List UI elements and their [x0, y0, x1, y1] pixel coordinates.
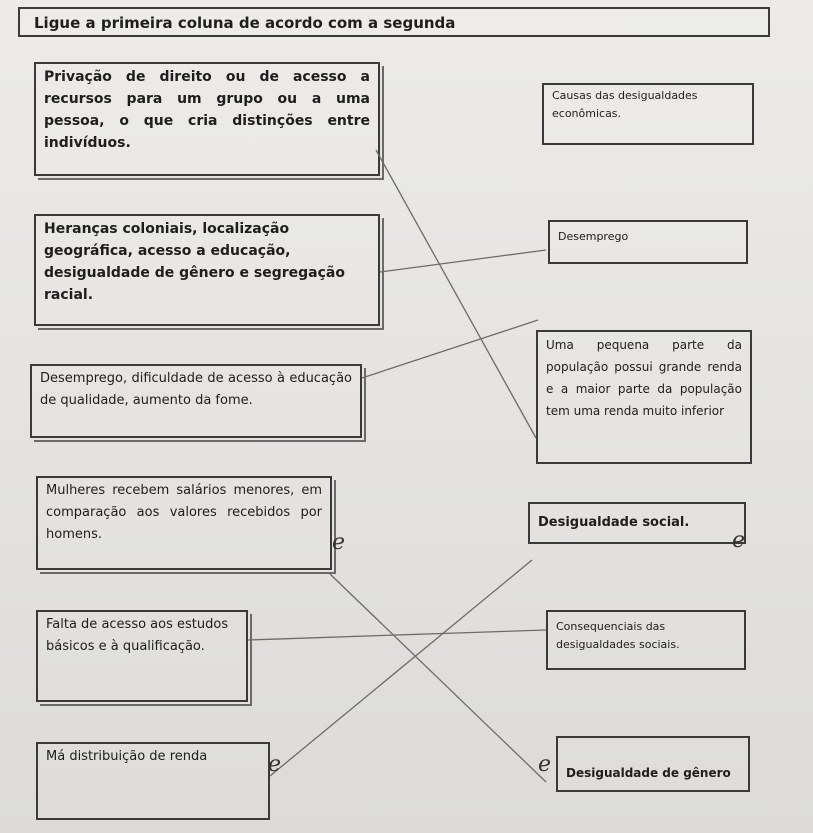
left-item-1: Privação de direito ou de acesso a recursos para um grupo ou a uma pessoa, o que cria distinções entre indivíduos. — [34, 62, 380, 176]
handwritten-mark: e — [332, 530, 346, 555]
connector-line-4 — [330, 574, 546, 782]
right-item-1: Causas das desigualdades econômicas. — [542, 83, 754, 145]
handwritten-mark: e — [732, 528, 746, 553]
instruction-title: Ligue a primeira coluna de acordo com a segunda — [18, 7, 770, 37]
left-item-6: Má distribuição de renda — [36, 742, 270, 820]
connector-line-5 — [248, 630, 546, 640]
left-item-5: Falta de acesso aos estudos básicos e à qualificação. — [36, 610, 248, 702]
right-item-4: Desigualdade social. — [528, 502, 746, 544]
right-item-3: Uma pequena parte da população possui grande renda e a maior parte da população tem uma renda muito inferior — [536, 330, 752, 464]
connector-line-6 — [270, 560, 532, 776]
connector-line-1 — [376, 150, 536, 438]
right-item-6: Desigualdade de gênero — [556, 736, 750, 792]
right-item-2: Desemprego — [548, 220, 748, 264]
connector-line-3 — [362, 320, 538, 378]
handwritten-mark: e — [268, 752, 282, 777]
handwritten-mark: e — [538, 752, 552, 777]
left-item-2: Heranças coloniais, localização geográfica, acesso a educação, desigualdade de gênero e segregação racial. — [34, 214, 380, 326]
left-item-4: Mulheres recebem salários menores, em comparação aos valores recebidos por homens. — [36, 476, 332, 570]
right-item-5: Consequenciais das desigualdades sociais. — [546, 610, 746, 670]
left-item-3: Desemprego, dificuldade de acesso à educação de qualidade, aumento da fome. — [30, 364, 362, 438]
connector-line-2 — [380, 250, 546, 272]
